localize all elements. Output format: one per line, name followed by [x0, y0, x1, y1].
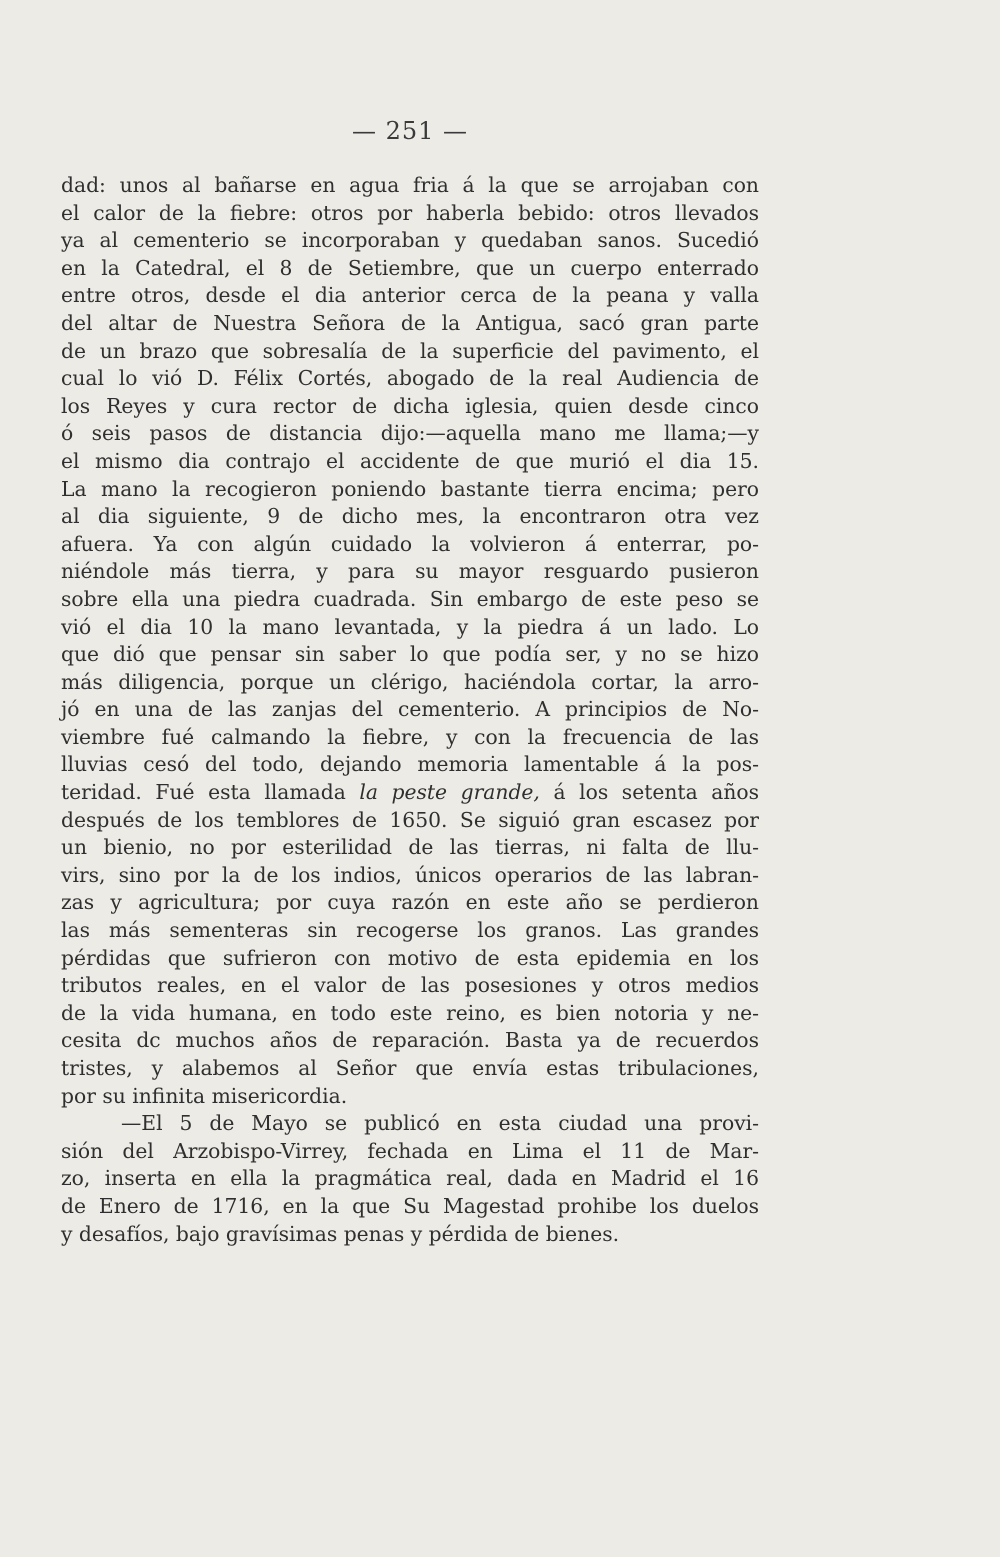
text-line: ya al cementerio se incorporaban y quedaban sanos. Sucedió — [61, 228, 759, 253]
text-line: tristes, y alabemos al Señor que envía estas tribulaciones, — [61, 1056, 759, 1080]
text-line: zo, inserta en ella la pragmática real, dada en Madrid el 16 — [61, 1166, 759, 1191]
page-number: — 251 — — [351, 117, 469, 145]
text-line: después de los temblores de 1650. Se siguió gran escasez por — [61, 807, 759, 832]
text-segment: á los setenta años — [539, 780, 759, 805]
text-line: —El 5 de Mayo se publicó en esta ciudad una provi- — [121, 1111, 759, 1136]
text-line: dad: unos al bañarse en agua fria á la que se arrojaban con — [61, 173, 759, 197]
text-line: de Enero de 1716, en la que Su Magestad prohibe los duelos — [61, 1193, 759, 1218]
text-line: ó seis pasos de distancia dijo:—aquella mano me llama;—y — [61, 421, 759, 446]
text-line: cual lo vió D. Félix Cortés, abogado de la real Audiencia de — [61, 366, 759, 391]
text-line: y desafíos, bajo gravísimas penas y pérdida de bienes. — [61, 1221, 620, 1246]
text-line: el mismo dia contrajo el accidente de que murió el dia 15. — [61, 448, 759, 473]
text-segment: teridad. Fué esta llamada — [61, 780, 360, 805]
paragraph-2 — [61, 1110, 759, 1248]
paragraph-1 — [61, 172, 759, 779]
text-line: afuera. Ya con algún cuidado la volvieron á enterrar, po- — [61, 531, 759, 556]
text-line: al dia siguiente, 9 de dicho mes, la encontraron otra vez — [61, 504, 759, 529]
paragraph-1-continued — [61, 807, 759, 1111]
text-line: los Reyes y cura rector de dicha iglesia, quien desde cinco — [61, 393, 759, 418]
text-line: más diligencia, porque un clérigo, haciéndola cortar, la arro- — [61, 669, 759, 694]
text-line: por su infinita misericordia. — [61, 1083, 348, 1108]
text-line: zas y agricultura; por cuya razón en este año se perdieron — [61, 890, 759, 915]
italic-phrase: la peste grande, — [359, 780, 540, 805]
text-line: un bienio, no por esterilidad de las tierras, ni falta de llu- — [61, 835, 759, 860]
text-line: el calor de la fiebre: otros por haberla bebido: otros llevados — [61, 200, 759, 225]
text-line: tributos reales, en el valor de las posesiones y otros medios — [61, 973, 759, 998]
text-line: La mano la recogieron poniendo bastante tierra encima; pero — [61, 476, 759, 501]
text-line: viembre fué calmando la fiebre, y con la frecuencia de las — [61, 724, 759, 749]
text-line: vió el dia 10 la mano levantada, y la piedra á un lado. Lo — [61, 614, 759, 639]
text-line: pérdidas que sufrieron con motivo de esta epidemia en los — [61, 945, 759, 970]
text-line: en la Catedral, el 8 de Setiembre, que un cuerpo enterrado — [61, 255, 759, 280]
text-line: de un brazo que sobresalía de la superficie del pavimento, el — [61, 338, 759, 363]
text-line — [61, 779, 759, 807]
text-line: niéndole más tierra, y para su mayor resguardo pusieron — [61, 559, 759, 584]
text-line: virs, sino por la de los indios, únicos operarios de las labran- — [61, 862, 759, 887]
text-line: entre otros, desde el dia anterior cerca de la peana y valla — [61, 283, 759, 308]
text-line: que dió que pensar sin saber lo que podía ser, y no se hizo — [61, 642, 759, 667]
text-line: las más sementeras sin recogerse los granos. Las grandes — [61, 918, 759, 943]
text-line: sión del Arzobispo-Virrey, fechada en Lima el 11 de Mar- — [61, 1138, 759, 1163]
text-line: cesita dc muchos años de reparación. Basta ya de recuerdos — [61, 1028, 759, 1053]
text-line: del altar de Nuestra Señora de la Antigua, sacó gran parte — [61, 310, 759, 335]
text-line: lluvias cesó del todo, dejando memoria lamentable á la pos- — [61, 752, 759, 777]
text-line: de la vida humana, en todo este reino, es bien notoria y ne- — [61, 1000, 759, 1025]
text-line: sobre ella una piedra cuadrada. Sin embargo de este peso se — [61, 586, 759, 611]
body-text — [61, 172, 759, 1248]
text-line: jó en una de las zanjas del cementerio. A principios de No- — [61, 697, 759, 722]
